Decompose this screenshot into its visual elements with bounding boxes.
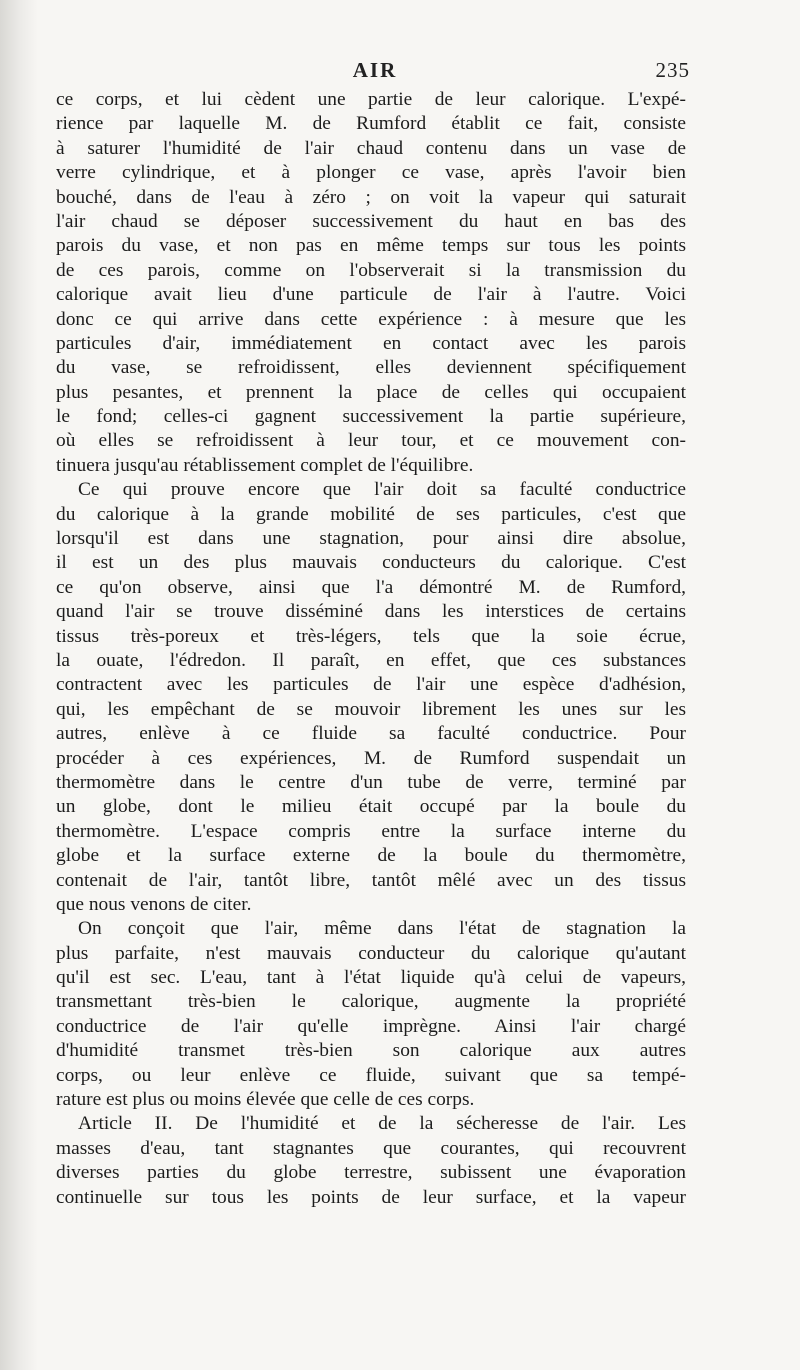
text-line: tissus très-poreux et très-légers, tels que la soie écrue,: [56, 625, 686, 647]
text-line: il est un des plus mauvais conducteurs du calorique. C'est: [56, 552, 686, 574]
text-line: thermomètre dans le centre d'un tube de verre, terminé par: [56, 771, 686, 793]
text-line: tinuera jusqu'au rétablissement complet de l'équilibre.: [56, 454, 474, 476]
text-line: rature est plus ou moins élevée que celle de ces corps.: [56, 1089, 475, 1111]
text-line: particules d'air, immédiatement en contact avec les parois: [56, 332, 686, 354]
text-line: globe et la surface externe de la boule du thermomètre,: [56, 845, 686, 867]
page-number: 235: [655, 58, 690, 82]
text-line: calorique avait lieu d'une particule de l'air à l'autre. Voici: [56, 284, 686, 306]
body-text: [56, 88, 686, 1210]
running-head: [60, 58, 690, 88]
text-line: l'air chaud se déposer successivement du haut en bas des: [56, 210, 686, 232]
text-line: quand l'air se trouve disséminé dans les interstices de certains: [56, 601, 686, 623]
text-line: du vase, se refroidissent, elles deviennent spécifiquement: [56, 357, 686, 379]
text-line: On conçoit que l'air, même dans l'état de stagnation la: [78, 918, 686, 940]
text-line: un globe, dont le milieu était occupé par la boule du: [56, 796, 686, 818]
text-line: rience par laquelle M. de Rumford établit ce fait, consiste: [56, 113, 686, 135]
text-line: qui, les empêchant de se mouvoir librement les unes sur les: [56, 698, 686, 720]
text-line: plus parfaite, n'est mauvais conducteur du calorique qu'autant: [56, 942, 686, 964]
text-line: contenait de l'air, tantôt libre, tantôt mêlé avec un des tissus: [56, 869, 686, 891]
text-line: le fond; celles-ci gagnent successivement la partie supérieure,: [56, 406, 686, 428]
text-line: diverses parties du globe terrestre, subissent une évaporation: [56, 1162, 686, 1184]
text-line: Ce qui prouve encore que l'air doit sa faculté conductrice: [78, 479, 686, 501]
text-line: la ouate, l'édredon. Il paraît, en effet, que ces substances: [56, 649, 686, 671]
text-line: contractent avec les particules de l'air une espèce d'adhésion,: [56, 674, 686, 696]
text-line: lorsqu'il est dans une stagnation, pour ainsi dire absolue,: [56, 528, 686, 550]
text-line: de ces parois, comme on l'observerait si la transmission du: [56, 259, 686, 281]
text-line: corps, ou leur enlève ce fluide, suivant que sa tempé-: [56, 1064, 686, 1086]
text-line: qu'il est sec. L'eau, tant à l'état liquide qu'à celui de vapeurs,: [56, 967, 686, 989]
text-line: conductrice de l'air qu'elle imprègne. Ainsi l'air chargé: [56, 1015, 686, 1037]
text-line: masses d'eau, tant stagnantes que courantes, qui recouvrent: [56, 1137, 686, 1159]
text-line: verre cylindrique, et à plonger ce vase, après l'avoir bien: [56, 162, 686, 184]
text-line: où elles se refroidissent à leur tour, et ce mouvement con-: [56, 430, 686, 452]
running-title: AIR: [352, 58, 398, 82]
text-line: d'humidité transmet très-bien son calorique aux autres: [56, 1040, 686, 1062]
text-line: du calorique à la grande mobilité de ses particules, c'est que: [56, 503, 686, 525]
text-line: que nous venons de citer.: [56, 893, 252, 915]
text-line: ce qu'on observe, ainsi que l'a démontré M. de Rumford,: [56, 576, 686, 598]
text-line: procéder à ces expériences, M. de Rumford suspendait un: [56, 747, 686, 769]
text-line: thermomètre. L'espace compris entre la surface interne du: [56, 820, 686, 842]
text-line: plus pesantes, et prennent la place de celles qui occupaient: [56, 381, 686, 403]
text-line: ce corps, et lui cèdent une partie de leur calorique. L'expé-: [56, 89, 686, 110]
text-line: donc ce qui arrive dans cette expérience : à mesure que les: [56, 308, 686, 330]
text-line: continuelle sur tous les points de leur surface, et la vapeur: [56, 1186, 686, 1208]
text-line: à saturer l'humidité de l'air chaud contenu dans un vase de: [56, 137, 686, 159]
text-line: Article II. De l'humidité et de la sécheresse de l'air. Les: [78, 1113, 686, 1135]
text-line: autres, enlève à ce fluide sa faculté conductrice. Pour: [56, 723, 686, 745]
text-line: transmettant très-bien le calorique, augmente la propriété: [56, 991, 686, 1013]
text-line: parois du vase, et non pas en même temps sur tous les points: [56, 235, 686, 257]
text-line: bouché, dans de l'eau à zéro ; on voit la vapeur qui saturait: [56, 186, 686, 208]
binding-shadow: [0, 0, 38, 1370]
